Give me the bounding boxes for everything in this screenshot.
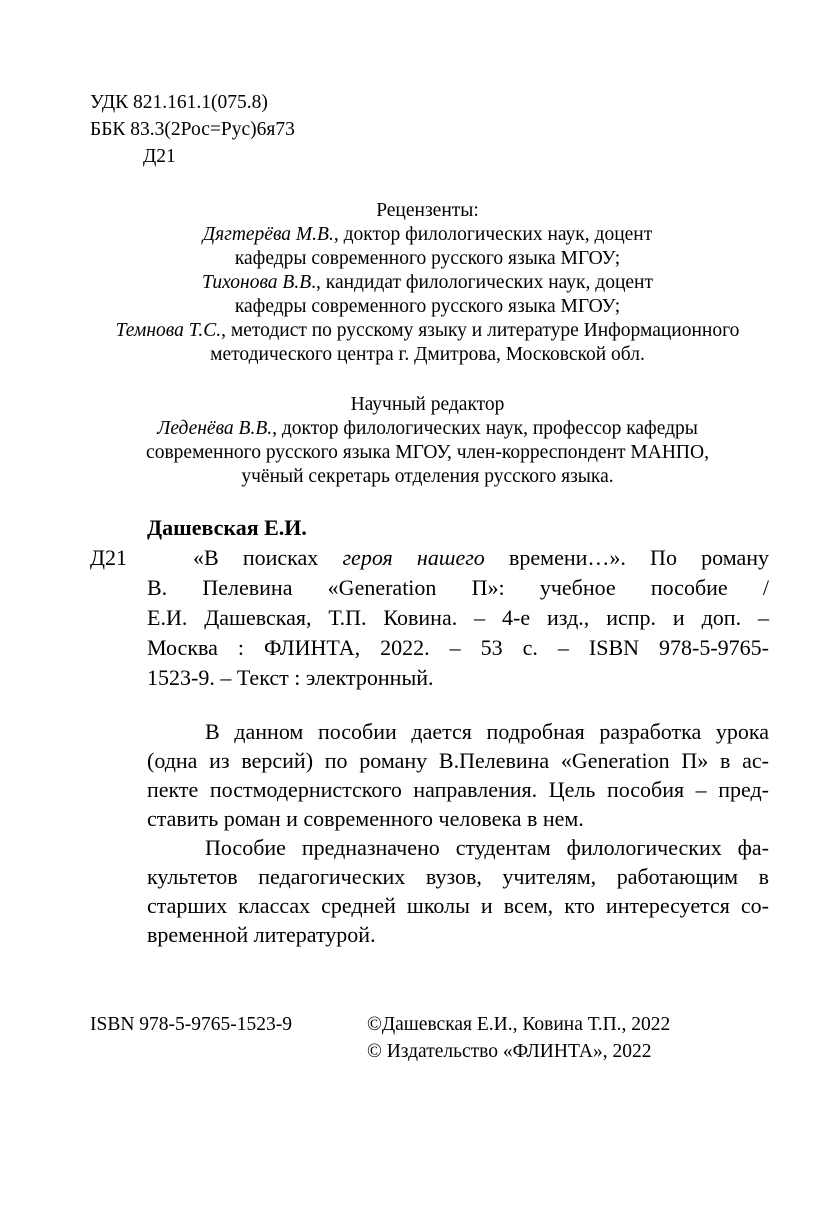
editor-line: [0, 464, 827, 489]
reviewer-line: [0, 342, 827, 367]
author-mark: Д21: [143, 146, 176, 167]
editor-heading: Научный редактор: [350, 394, 505, 415]
bib-line: Москва : ФЛИНТА, 2022. – 53 с. – ISBN 978-5-9765-: [147, 635, 769, 660]
editor-line: [0, 416, 827, 441]
reviewer-info: кафедры современного русского языка МГОУ;: [234, 248, 621, 269]
reviewers-heading: Рецензенты:: [376, 200, 479, 221]
editor-text: , доктор филологических наук, профессор кафедры: [272, 418, 698, 439]
annotation-line: временной литературой.: [147, 922, 376, 947]
editor-text: современного русского языка МГОУ, член-корреспондент МАНПО,: [146, 442, 709, 463]
annotation-line: (одна из версий) по роману В.Пелевина «Generation П» в ас-: [147, 748, 769, 773]
reviewer-info: ., кандидат филологических наук, доцент: [311, 272, 653, 293]
bib-line: В. Пелевина «Generation П»: учебное пособие /: [147, 575, 769, 600]
bib-author: Дашевская Е.И.: [147, 515, 307, 540]
bib-italic: героя нашего: [342, 545, 485, 570]
reviewer-name: Тихонова В.В: [202, 272, 312, 293]
reviewer-line: [0, 270, 827, 295]
editor-name: Леденёва В.В.: [157, 418, 273, 439]
reviewer-name: Дягтерёва М.В.: [202, 224, 334, 245]
editor-text: учёный секретарь отделения русского языка.: [241, 466, 614, 487]
bib-text: времени…». По роману: [484, 545, 770, 570]
footer-copyright-publisher: © Издательство «ФЛИНТА», 2022: [367, 1041, 652, 1062]
reviewer-info: методического центра г. Дмитрова, Московской обл.: [210, 344, 645, 365]
bib-line: [193, 544, 769, 572]
reviewer-line: [0, 294, 827, 319]
reviewer-name: Темнова Т.С.: [115, 320, 222, 341]
annotation-line: ставить роман и современного человека в нем.: [147, 806, 584, 831]
annotation-line: культетов педагогических вузов, учителям, работающим в: [147, 864, 769, 889]
annotation-line: пекте постмодернистского направления. Цель пособия – пред-: [147, 777, 769, 802]
bib-mark: Д21: [90, 545, 128, 570]
annotation-line: Пособие предназначено студентам филологических фа-: [205, 835, 769, 860]
udk-code: УДК 821.161.1(075.8): [90, 92, 268, 113]
reviewer-info: , доктор филологических наук, доцент: [333, 224, 653, 245]
reviewer-line: [0, 318, 827, 343]
reviewer-info: , методист по русскому языку и литературе Информационного: [221, 320, 740, 341]
annotation-line: В данном пособии дается подробная разработка урока: [205, 719, 769, 744]
bbk-code: ББК 83.3(2Рос=Рус)6я73: [90, 119, 295, 140]
reviewer-line: [0, 222, 827, 247]
annotation-line: старших классах средней школы и всем, кто интересуется со-: [147, 893, 769, 918]
bib-text: «В поисках: [193, 545, 343, 570]
footer-copyright-authors: ©Дашевская Е.И., Ковина Т.П., 2022: [367, 1014, 671, 1035]
bib-line: Е.И. Дашевская, Т.П. Ковина. – 4-е изд., испр. и доп. –: [147, 605, 769, 630]
reviewer-line: [0, 246, 827, 271]
footer-isbn: ISBN 978-5-9765-1523-9: [90, 1014, 293, 1035]
bib-line: 1523-9. – Текст : электронный.: [147, 665, 434, 690]
reviewer-info: кафедры современного русского языка МГОУ;: [234, 296, 621, 317]
editor-line: [0, 440, 827, 465]
